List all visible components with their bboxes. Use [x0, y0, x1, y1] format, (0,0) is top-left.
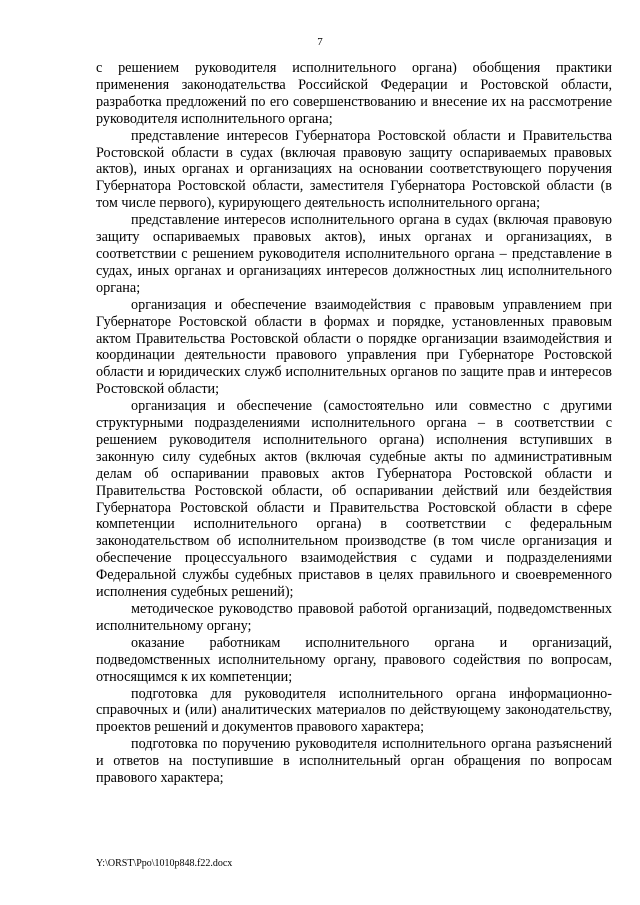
paragraph: оказание работникам исполнительного органа и организаций, подведомственных исполнительному органу, правового содействия по вопросам, относящимся к их компетенции; — [96, 634, 612, 685]
paragraph: подготовка по поручению руководителя исполнительного органа разъяснений и ответов на поступившие в исполнительный орган обращения по вопросам правового характера; — [96, 736, 612, 787]
paragraph: методическое руководство правовой работой организаций, подведомственных исполнительному органу; — [96, 601, 612, 634]
footer-file-path: Y:\ORST\Ppo\1010p848.f22.docx — [96, 858, 233, 869]
paragraph: представление интересов Губернатора Ростовской области и Правительства Ростовской области в судах (включая правовую защиту оспариваемых правовых актов), иных органах и организациях на основании соответствующего поручения Губернатора Ростовской области, заместителя Губернатора Ростовской области (в том числе первого), курирующего деятельность исполнительного органа; — [96, 127, 612, 212]
paragraph: подготовка для руководителя исполнительного органа информационно-справочных и (или) аналитических материалов по действующему законодательству, проектов решений и документов правового характера; — [96, 685, 612, 736]
paragraph: организация и обеспечение взаимодействия с правовым управлением при Губернаторе Ростовской области в формах и порядке, установленных правовым актом Правительства Ростовской области о порядке организации взаимодействия и координации деятельности правового управления при Губернаторе Ростовской области и юридических служб исполнительных органов по защите прав и интересов Ростовской области; — [96, 296, 612, 398]
document-body — [96, 60, 612, 787]
paragraph: организация и обеспечение (самостоятельно или совместно с другими структурными подразделениями исполнительного органа – в соответствии с решением руководителя исполнительного органа) исполнения вступивших в законную силу судебных актов (включая судебные акты по административным делам об оспаривании правовых актов Губернатора Ростовской области и Правительства Ростовской области, об оспаривании действий или бездействия Губернатора Ростовской области и Правительства Ростовской области в сфере компетенции исполнительного органа) в соответствии с федеральным законодательством об исполнительном производстве (в том числе организация и обеспечение процессуального взаимодействия с судами и подразделениями Федеральной службы судебных приставов в целях правильного и своевременного исполнения судебных решений); — [96, 398, 612, 601]
paragraph: с решением руководителя исполнительного органа) обобщения практики применения законодательства Российской Федерации и Ростовской области, разработка предложений по его совершенствованию и внесение их на рассмотрение руководителя исполнительного органа; — [96, 60, 612, 127]
page-number: 7 — [317, 36, 323, 48]
paragraph: представление интересов исполнительного органа в судах (включая правовую защиту оспариваемых правовых актов), иных органах и организациях, в соответствии с решением руководителя исполнительного органа – представление в судах, иных органах и организациях интересов должностных лиц исполнительного органа; — [96, 212, 612, 296]
